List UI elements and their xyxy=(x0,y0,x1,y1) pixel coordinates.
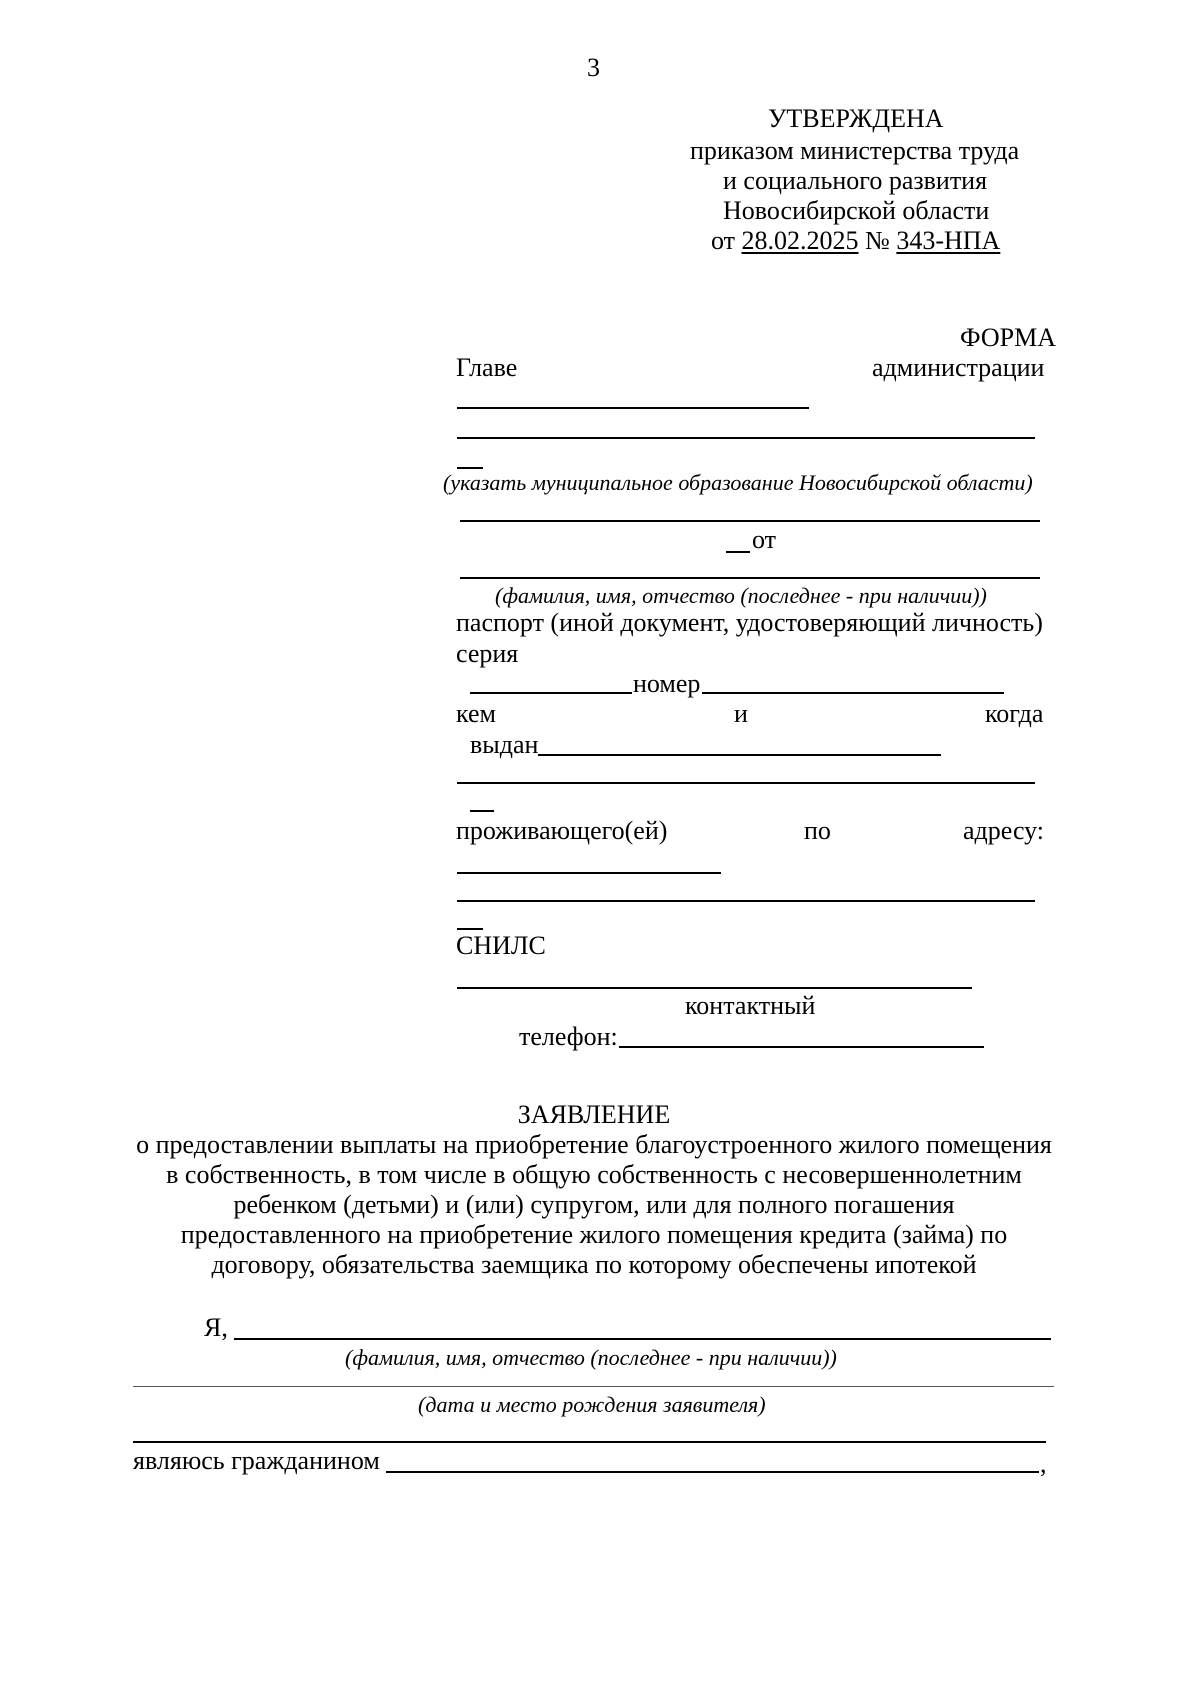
passport-label: паспорт (иной документ, удостоверяющий личность) xyxy=(456,608,1043,637)
from-label: от xyxy=(752,525,777,554)
issued-by-word-3: когда xyxy=(985,699,1044,728)
fill-line xyxy=(470,810,494,812)
approval-number: 343-НПА xyxy=(896,226,1001,255)
fill-line xyxy=(457,872,721,874)
residing-word-3: адресу: xyxy=(963,816,1045,845)
phone-label: телефон: xyxy=(519,1022,618,1051)
citizen-comma: , xyxy=(1040,1449,1047,1478)
fill-line xyxy=(457,437,1035,439)
issued-label: выдан xyxy=(470,730,539,759)
fill-line xyxy=(460,577,1040,579)
to-head-label: Главе xyxy=(456,353,518,382)
fill-line xyxy=(619,1046,984,1048)
approval-line-2: и социального развития xyxy=(723,166,988,195)
fill-line xyxy=(234,1338,1051,1340)
residing-word-2: по xyxy=(804,816,831,845)
applicant-name-hint: (фамилия, имя, отчество (последнее - при наличии)) xyxy=(495,583,987,608)
fill-line xyxy=(538,754,941,756)
citizen-label: являюсь гражданином xyxy=(133,1446,380,1475)
fill-line xyxy=(702,692,1004,694)
approval-number-sign: № xyxy=(858,226,897,255)
fill-line xyxy=(457,782,1035,784)
fill-line xyxy=(470,692,632,694)
approval-date: 28.02.2025 xyxy=(741,226,859,255)
fill-line xyxy=(457,987,972,989)
contact-label: контактный xyxy=(685,991,816,1020)
approval-date-prefix: от xyxy=(711,226,742,255)
residing-word-1: проживающего(ей) xyxy=(456,816,668,845)
statement-line: в собственность, в том числе в общую собственность с несовершеннолетним xyxy=(166,1160,1022,1189)
birth-hint: (дата и место рождения заявителя) xyxy=(418,1392,766,1417)
page-number: 3 xyxy=(587,53,600,82)
fill-line xyxy=(457,407,809,409)
i-label: Я, xyxy=(204,1313,228,1342)
fill-line xyxy=(457,900,1035,902)
fill-line xyxy=(133,1386,1054,1387)
form-label: ФОРМА xyxy=(960,323,1056,352)
approval-title: УТВЕРЖДЕНА xyxy=(768,104,944,133)
approval-date-line xyxy=(711,225,1000,257)
snils-label: СНИЛС xyxy=(456,931,546,960)
fill-line xyxy=(133,1441,1046,1443)
statement-line: о предоставлении выплаты на приобретение благоустроенного жилого помещения xyxy=(136,1130,1052,1159)
to-administration-label: администрации xyxy=(872,353,1045,382)
statement-title: ЗАЯВЛЕНИЕ xyxy=(517,1100,671,1129)
issued-by-word-1: кем xyxy=(456,699,496,728)
applicant-name-hint: (фамилия, имя, отчество (последнее - при наличии)) xyxy=(345,1345,837,1370)
statement-line: договору, обязательства заемщика по которому обеспечены ипотекой xyxy=(211,1250,977,1279)
fill-line xyxy=(726,551,750,553)
municipality-hint: (указать муниципальное образование Новосибирской области) xyxy=(443,470,1033,495)
approval-line-3: Новосибирской области xyxy=(723,196,990,225)
approval-line-1: приказом министерства труда xyxy=(690,136,1020,165)
statement-line: ребенком (детьми) и (или) супругом, или для полного погашения xyxy=(233,1190,955,1219)
statement-line: предоставленного на приобретение жилого помещения кредита (займа) по xyxy=(180,1220,1008,1249)
fill-line xyxy=(386,1471,1039,1473)
issued-by-word-2: и xyxy=(734,699,748,728)
number-label: номер xyxy=(633,669,701,698)
series-label: серия xyxy=(456,639,519,668)
fill-line xyxy=(460,520,1040,522)
